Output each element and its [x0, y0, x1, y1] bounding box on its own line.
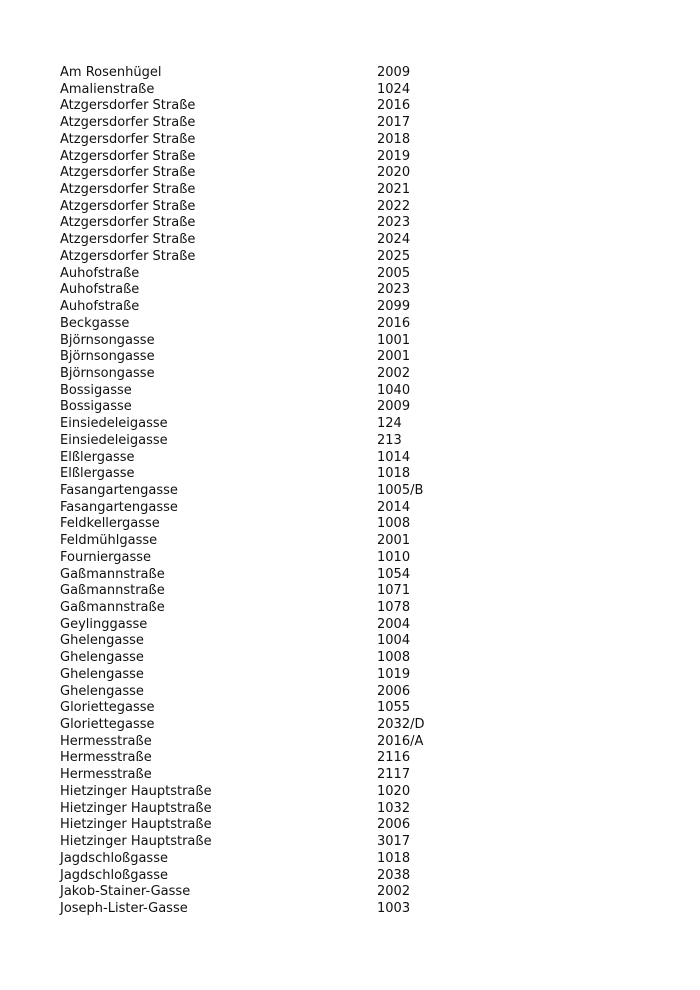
- street-name: Fourniergasse: [60, 549, 152, 565]
- list-item: [60, 851, 460, 868]
- list-item: [60, 667, 460, 684]
- house-number: 1005/B: [377, 482, 424, 498]
- list-item: [60, 550, 460, 567]
- house-number: 2023: [377, 282, 411, 298]
- list-item: [60, 834, 460, 851]
- street-name: Amalienstraße: [60, 81, 155, 97]
- list-item: [60, 266, 460, 283]
- house-number: 124: [377, 416, 402, 432]
- street-name: Elßlergasse: [60, 449, 135, 465]
- list-item: [60, 416, 460, 433]
- street-name: Atzgersdorfer Straße: [60, 215, 196, 231]
- house-number: 2018: [377, 131, 411, 147]
- list-item: [60, 115, 460, 132]
- street-name: Einsiedeleigasse: [60, 432, 168, 448]
- street-name: Bossigasse: [60, 382, 132, 398]
- street-name: Am Rosenhügel: [60, 65, 162, 80]
- house-number: 1008: [377, 650, 411, 666]
- street-name: Jagdschloßgasse: [60, 867, 168, 883]
- list-item: [60, 817, 460, 834]
- list-item: [60, 383, 460, 400]
- house-number: 2025: [377, 248, 411, 264]
- street-name: Beckgasse: [60, 315, 130, 331]
- street-name: Jakob-Stainer-Gasse: [60, 884, 191, 900]
- house-number: 2009: [377, 399, 411, 415]
- street-name: Joseph-Lister-Gasse: [60, 900, 188, 916]
- list-item: [60, 700, 460, 717]
- list-item: [60, 98, 460, 115]
- list-item: [60, 483, 460, 500]
- street-name: Björnsongasse: [60, 332, 155, 348]
- house-number: 1024: [377, 81, 411, 97]
- list-item: [60, 567, 460, 584]
- list-item: [60, 583, 460, 600]
- house-number: 1001: [377, 332, 411, 348]
- house-number: 2016: [377, 98, 411, 114]
- list-item: [60, 316, 460, 333]
- list-item: [60, 82, 460, 99]
- house-number: 2032/D: [377, 717, 425, 733]
- list-item: [60, 165, 460, 182]
- list-item: [60, 299, 460, 316]
- house-number: 1032: [377, 800, 411, 816]
- list-item: [60, 282, 460, 299]
- street-name: Einsiedeleigasse: [60, 416, 168, 432]
- list-item: [60, 784, 460, 801]
- house-number: 2006: [377, 683, 411, 699]
- street-name: Hermesstraße: [60, 733, 152, 749]
- house-number: 2021: [377, 182, 411, 198]
- house-number: 2038: [377, 867, 411, 883]
- street-name: Hermesstraße: [60, 750, 152, 766]
- house-number: 1071: [377, 583, 411, 599]
- list-item: [60, 132, 460, 149]
- list-item: [60, 617, 460, 634]
- list-item: [60, 801, 460, 818]
- house-number: 2016: [377, 315, 411, 331]
- house-number: 2001: [377, 349, 411, 365]
- house-number: 2002: [377, 365, 411, 381]
- house-number: 2117: [377, 767, 411, 783]
- list-item: [60, 500, 460, 517]
- list-item: [60, 633, 460, 650]
- street-name: Auhofstraße: [60, 282, 140, 298]
- street-name: Auhofstraße: [60, 265, 140, 281]
- list-item: [60, 650, 460, 667]
- street-name: Atzgersdorfer Straße: [60, 98, 196, 114]
- house-number: 2099: [377, 299, 411, 315]
- house-number: 2022: [377, 198, 411, 214]
- list-item: [60, 516, 460, 533]
- house-number: 1019: [377, 666, 411, 682]
- list-item: [60, 199, 460, 216]
- house-number: 2024: [377, 232, 411, 248]
- street-name: Atzgersdorfer Straße: [60, 131, 196, 147]
- street-name: Hietzinger Hauptstraße: [60, 817, 212, 833]
- street-name: Ghelengasse: [60, 633, 144, 649]
- list-item: [60, 215, 460, 232]
- list-item: [60, 868, 460, 885]
- street-name: Ghelengasse: [60, 650, 144, 666]
- house-number: 1055: [377, 700, 411, 716]
- list-item: [60, 533, 460, 550]
- list-item: [60, 717, 460, 734]
- house-number: 2116: [377, 750, 411, 766]
- street-name: Atzgersdorfer Straße: [60, 182, 196, 198]
- list-item: [60, 349, 460, 366]
- house-number: 2016/A: [377, 733, 424, 749]
- house-number: 1020: [377, 783, 411, 799]
- street-name: Auhofstraße: [60, 299, 140, 315]
- street-name: Hietzinger Hauptstraße: [60, 783, 212, 799]
- street-name: Gloriettegasse: [60, 700, 155, 716]
- street-name: Geylinggasse: [60, 616, 148, 632]
- street-name: Ghelengasse: [60, 683, 144, 699]
- street-name: Bossigasse: [60, 399, 132, 415]
- list-item: [60, 433, 460, 450]
- house-number: 1018: [377, 466, 411, 482]
- street-name: Elßlergasse: [60, 466, 135, 482]
- house-number: 2019: [377, 148, 411, 164]
- street-name: Jagdschloßgasse: [60, 850, 168, 866]
- street-name: Hietzinger Hauptstraße: [60, 834, 212, 850]
- house-number: 1003: [377, 900, 411, 916]
- street-name: Atzgersdorfer Straße: [60, 165, 196, 181]
- street-name: Gloriettegasse: [60, 717, 155, 733]
- house-number: 2004: [377, 616, 411, 632]
- house-number: 1004: [377, 633, 411, 649]
- street-name: Feldkellergasse: [60, 516, 160, 532]
- house-number: 1078: [377, 600, 411, 615]
- list-item: [60, 884, 460, 901]
- street-name: Fasangartengasse: [60, 499, 178, 515]
- house-number: 3017: [377, 834, 411, 850]
- house-number: 2002: [377, 884, 411, 900]
- street-name: Gaßmannstraße: [60, 566, 165, 582]
- list-item: [60, 366, 460, 383]
- list-item: [60, 450, 460, 467]
- street-name: Fasangartengasse: [60, 482, 178, 498]
- list-item: [60, 249, 460, 266]
- list-item: [60, 182, 460, 199]
- street-name: Atzgersdorfer Straße: [60, 115, 196, 131]
- street-name: Atzgersdorfer Straße: [60, 232, 196, 248]
- list-item: [60, 466, 460, 483]
- street-name: Gaßmannstraße: [60, 583, 165, 599]
- list-item: [60, 149, 460, 166]
- list-item: [60, 901, 460, 918]
- address-list: [60, 65, 460, 918]
- house-number: 2001: [377, 533, 411, 549]
- street-name: Atzgersdorfer Straße: [60, 198, 196, 214]
- street-name: Atzgersdorfer Straße: [60, 148, 196, 164]
- list-item: [60, 734, 460, 751]
- house-number: 2009: [377, 65, 411, 80]
- house-number: 1040: [377, 382, 411, 398]
- house-number: 1018: [377, 850, 411, 866]
- list-item: [60, 600, 460, 617]
- house-number: 1054: [377, 566, 411, 582]
- house-number: 1014: [377, 449, 411, 465]
- house-number: 2017: [377, 115, 411, 131]
- street-name: Atzgersdorfer Straße: [60, 248, 196, 264]
- list-item: [60, 232, 460, 249]
- house-number: 1010: [377, 549, 411, 565]
- street-name: Björnsongasse: [60, 365, 155, 381]
- house-number: 2020: [377, 165, 411, 181]
- street-name: Hermesstraße: [60, 767, 152, 783]
- street-name: Björnsongasse: [60, 349, 155, 365]
- house-number: 213: [377, 432, 402, 448]
- house-number: 1008: [377, 516, 411, 532]
- list-item: [60, 399, 460, 416]
- list-item: [60, 65, 460, 82]
- street-name: Ghelengasse: [60, 666, 144, 682]
- list-item: [60, 750, 460, 767]
- list-item: [60, 333, 460, 350]
- house-number: 2006: [377, 817, 411, 833]
- street-name: Feldmühlgasse: [60, 533, 158, 549]
- list-item: [60, 767, 460, 784]
- street-name: Hietzinger Hauptstraße: [60, 800, 212, 816]
- house-number: 2023: [377, 215, 411, 231]
- house-number: 2014: [377, 499, 411, 515]
- list-item: [60, 684, 460, 701]
- house-number: 2005: [377, 265, 411, 281]
- street-name: Gaßmannstraße: [60, 600, 165, 615]
